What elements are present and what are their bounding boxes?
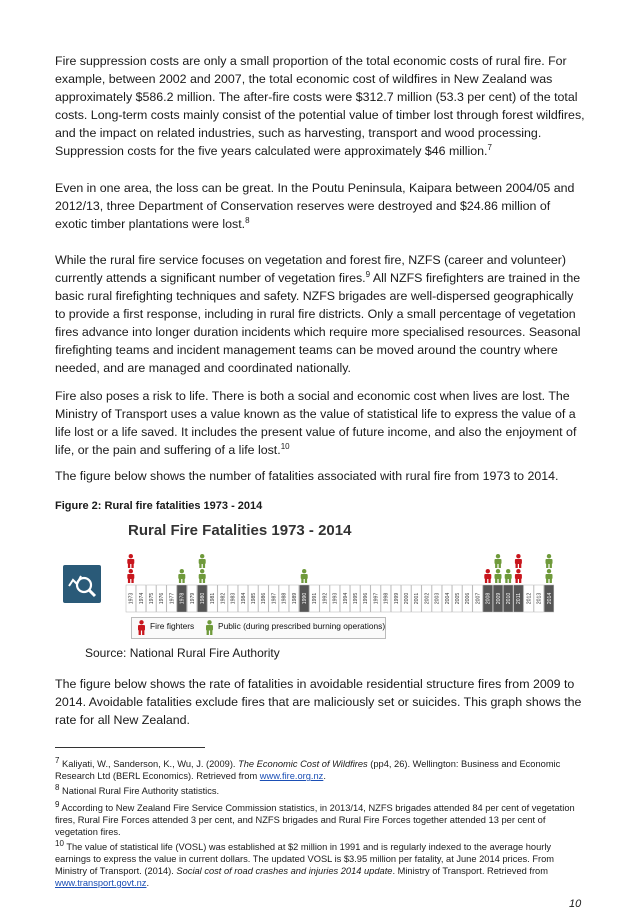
footnote-7 [55,755,585,782]
footnote-text: Kaliyati, W., Sanderson, K., Wu, J. (2009). [62,759,239,769]
firefighter-icon [515,569,522,583]
year-label: 1992 [322,592,329,605]
footnote-text: . [146,878,150,888]
public-person-icon [205,620,214,635]
year-label: 1981 [210,592,217,605]
public-person-icon [546,569,553,583]
paragraph-text: Even in one area, the loss can be great. In the Poutu Peninsula, Kaipara between 2004/05 and 2012/13, three Department of Conservation reserves were destroyed and $24.86 million of exotic timber plantations were lost. [55,181,575,231]
public-person-icon [546,554,553,568]
year-label: 1983 [230,592,237,605]
footnote-text: National Rural Fire Authority statistics. [62,786,220,796]
year-label: 2003 [434,592,441,605]
public-person-icon [505,569,512,583]
legend-label-public: Public (during prescribed burning operations) [218,621,386,631]
paragraph-risk-to-life [55,387,585,459]
year-label: 2011 [516,592,523,605]
firefighter-icon [127,554,134,568]
year-label: 2006 [465,592,472,605]
footnote-text: The value of statistical life (VOSL) was established at $2 million in 1991 and is regularly indexed to the average hourly earnings to express the value in current dollars. The updated VOSL is $3.95 million per fatality, at June 2014 prices. From Ministry of Transport. (2014). [55,842,555,876]
footnote-8 [55,782,585,797]
year-label: 1994 [342,592,349,605]
public-person-icon [178,569,185,583]
figure-caption: Figure 2: Rural fire fatalities 1973 - 2014 [55,500,263,512]
chart-legend [131,617,386,639]
year-label: 1984 [240,592,247,605]
public-person-icon [495,554,502,568]
footnote-ref[interactable]: 7 [487,143,492,152]
footnote-number: 9 [55,800,60,809]
year-label: 1980 [200,592,206,605]
footnote-ref[interactable]: 9 [365,270,371,279]
year-label: 2008 [485,592,492,605]
year-label: 1976 [159,592,166,605]
paragraph-text: Fire suppression costs are only a small proportion of the total economic costs of rural fire. For example, between 2002 and 2007, the total economic cost of wildfires in New Zealand was approximately $586.2 million. The after-fire costs were $312.7 million (53.3 per cent) of the total costs. Long-term costs mainly consist of the potential value of timber lost through forest wildfires, and the impact on related industries, such as harvesting, transport and wood processing. Suppression costs for the five years calculated were approximately $46 million. [55,54,585,158]
footnote-text: . [323,771,326,781]
year-label: 1988 [281,592,288,605]
chart-title: Rural Fire Fatalities 1973 - 2014 [128,522,352,539]
footnote-text: . Ministry of Transport. Retrieved from [392,866,548,876]
paragraph-avoidable-fatalities: The figure below shows the rate of fatalities in avoidable residential structure fires from 2009 to 2014. Avoidable fatalities exclude fires that are maliciously set or suicides. This graph shows the rate for all New Zealand. [55,677,582,727]
firefighter-icon [127,569,134,583]
footnote-number: 7 [55,756,60,765]
page-number: 10 [569,898,582,910]
year-label: 2002 [424,592,431,605]
year-label: 2014 [546,592,553,605]
year-label: 1997 [373,592,380,605]
year-label: 2004 [444,592,451,605]
footnote-ref[interactable]: 8 [245,216,250,225]
firefighter-icon [515,554,522,568]
year-label: 2005 [455,592,461,605]
paragraph-suppression-costs [55,52,585,160]
public-person-icon [301,569,308,583]
footnote-number: 10 [55,839,64,848]
footnote-link[interactable]: www.fire.org.nz [259,771,324,781]
year-label: 1993 [332,592,339,605]
year-label: 1991 [312,592,319,605]
year-label: 1986 [261,592,268,605]
year-label: 2001 [414,592,421,605]
paragraph-poutu-peninsula [55,179,585,233]
footnote-number: 8 [55,783,60,792]
footnote-title: Social cost of road crashes and injuries 2014 update [176,866,393,876]
paragraph-text: Fire also poses a risk to life. There is both a social and economic cost when lives are lost. The Ministry of Transport uses a value known as the value of statistical life to express the value of a life lost or a life saved. It includes the present value of future income, and also the enjoyment of life, or the pain and suffering of a life lost. [55,389,577,457]
firefighter-icon [484,569,491,583]
footnote-ref[interactable]: 10 [280,442,290,451]
year-label: 1995 [353,592,359,605]
footnote-10 [55,838,585,889]
year-label: 2009 [495,592,502,605]
footnote-9 [55,799,585,838]
year-label: 2000 [404,592,410,605]
legend-label-fire-fighters: Fire fighters [150,621,195,631]
year-label: 2012 [526,592,533,605]
chart-magnifier-icon [63,565,101,603]
footnote-title: The Economic Cost of Wildfires [238,759,368,769]
year-label: 1977 [169,592,176,605]
year-label: 1999 [393,592,400,605]
footnote-divider [55,747,205,748]
year-label: 1978 [179,592,186,605]
paragraph-text: While the rural fire service focuses on vegetation and forest fire, NZFS (career and volunteer) currently attends a significant number of vegetation fires. [55,253,566,285]
year-label: 1985 [251,592,257,605]
firefighter-person-icon [137,620,146,635]
footnote-text: (pp4, 26). Wellington: Business and Economic Research Ltd (BERL Economics). Retrieved from [55,759,561,781]
year-label: 2013 [536,592,543,605]
year-label: 1990 [302,592,308,605]
paragraph-text: All NZFS firefighters are trained in the basic rural firefighting techniques and safety. NZFS brigades are well-dispersed geographically to provide a first response, including in rural fire districts. Only a small percentage of vegetation fires advance into longer duration incidents which require more specialised resources. Seasonal firefighting teams and incident management teams can be moved around the country where needed, and are managed and coordinated nationally. [55,271,581,375]
year-label: 2007 [475,592,482,605]
public-person-icon [199,554,206,568]
year-label: 1989 [291,592,298,605]
figure-source: Source: National Rural Fire Authority [85,646,280,660]
public-person-icon [495,569,502,583]
year-label: 1987 [271,592,278,605]
paragraph-figure-intro: The figure below shows the number of fatalities associated with rural fire from 1973 to 2014. [55,469,559,483]
year-label: 1974 [138,592,145,605]
public-person-icon [199,569,206,583]
paragraph-nzfs-vegetation [55,251,585,377]
year-label: 1982 [220,592,227,605]
year-label: 2010 [506,592,512,605]
year-label: 1979 [189,592,196,605]
year-label: 1996 [363,592,370,605]
fatalities-pictogram-chart [124,543,553,615]
year-label: 1973 [128,592,135,605]
footnote-link[interactable]: www.transport.govt.nz [55,878,147,888]
footnote-text: According to New Zealand Fire Service Commission statistics, in 2013/14, NZFS brigades attended 84 per cent of vegetation fires, Rural Fire Forces attended 3 per cent, and NZFS brigades and Rural Fire Forces together attended 13 per cent of vegetation fires. [55,803,575,837]
year-label: 1975 [149,592,155,605]
year-label: 1998 [383,592,390,605]
